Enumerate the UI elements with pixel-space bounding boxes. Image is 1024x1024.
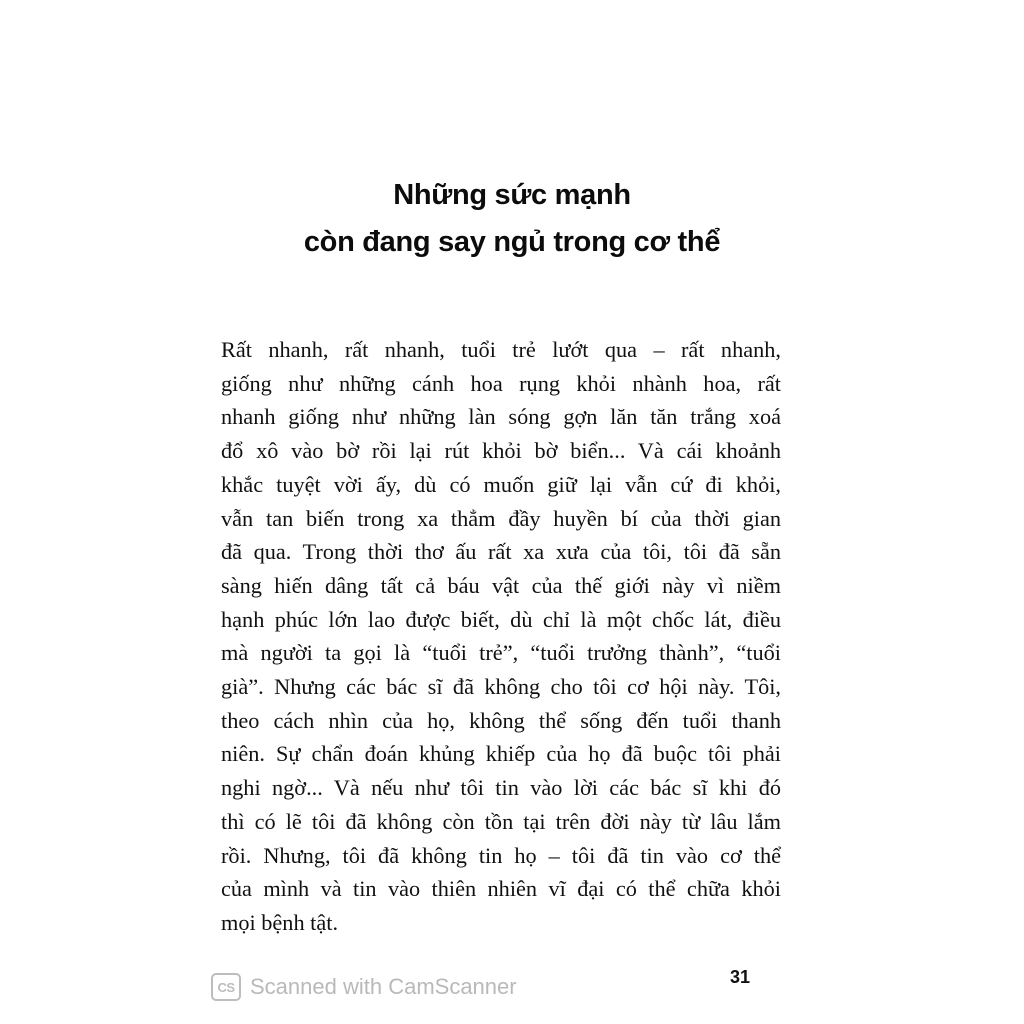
paragraph-line: đã qua. Trong thời thơ ấu rất xa xưa của tôi, tôi đã sẵn (221, 539, 781, 565)
chapter-title-line-2: còn đang say ngủ trong cơ thể (303, 226, 721, 258)
paragraph-line: nhanh giống như những làn sóng gợn lăn tăn trắng xoá (221, 404, 781, 430)
paragraph-line: vẫn tan biến trong xa thẳm đầy huyền bí của thời gian (221, 505, 781, 531)
paragraph-line: khắc tuyệt vời ấy, dù có muốn giữ lại vẫn cứ đi khỏi, (221, 471, 781, 497)
paragraph-line: theo cách nhìn của họ, không thể sống đến tuổi thanh (221, 707, 781, 733)
paragraph-line: Rất nhanh, rất nhanh, tuổi trẻ lướt qua – rất nhanh, (221, 337, 781, 362)
chapter-title-line-1: Những sức mạnh (393, 179, 631, 211)
paragraph-line: của mình và tin vào thiên nhiên vĩ đại có thể chữa khỏi (221, 876, 781, 902)
page-number: 31 (729, 967, 751, 987)
camscanner-logo-icon: CS (211, 973, 241, 1001)
paragraph-line: mà người ta gọi là “tuổi trẻ”, “tuổi trưởng thành”, “tuổi (221, 640, 781, 666)
paragraph-line: mọi bệnh tật. (221, 909, 339, 935)
paragraph-line: hạnh phúc lớn lao được biết, dù chỉ là một chốc lát, điều (221, 606, 781, 632)
paragraph-line: giống như những cánh hoa rụng khỏi nhành hoa, rất (221, 370, 781, 396)
paragraph-line: thì có lẽ tôi đã không còn tồn tại trên đời này từ lâu lắm (221, 808, 781, 834)
paragraph-line: sàng hiến dâng tất cả báu vật của thế giới này vì niềm (221, 572, 781, 598)
chapter-title (0, 172, 1024, 266)
body-paragraph (221, 333, 781, 940)
camscanner-watermark (211, 971, 517, 1003)
paragraph-line: già”. Nhưng các bác sĩ đã không cho tôi cơ hội này. Tôi, (221, 674, 781, 700)
paragraph-line: nghi ngờ... Và nếu như tôi tin vào lời các bác sĩ khi đó (221, 775, 781, 801)
paragraph-line: niên. Sự chẩn đoán khủng khiếp của họ đã buộc tôi phải (221, 741, 781, 767)
watermark-text: Scanned with CamScanner (250, 974, 517, 999)
paragraph-line: rồi. Nhưng, tôi đã không tin họ – tôi đã tin vào cơ thể (221, 842, 781, 868)
paragraph-line: đổ xô vào bờ rồi lại rút khỏi bờ biển... Và cái khoảnh (221, 438, 781, 464)
